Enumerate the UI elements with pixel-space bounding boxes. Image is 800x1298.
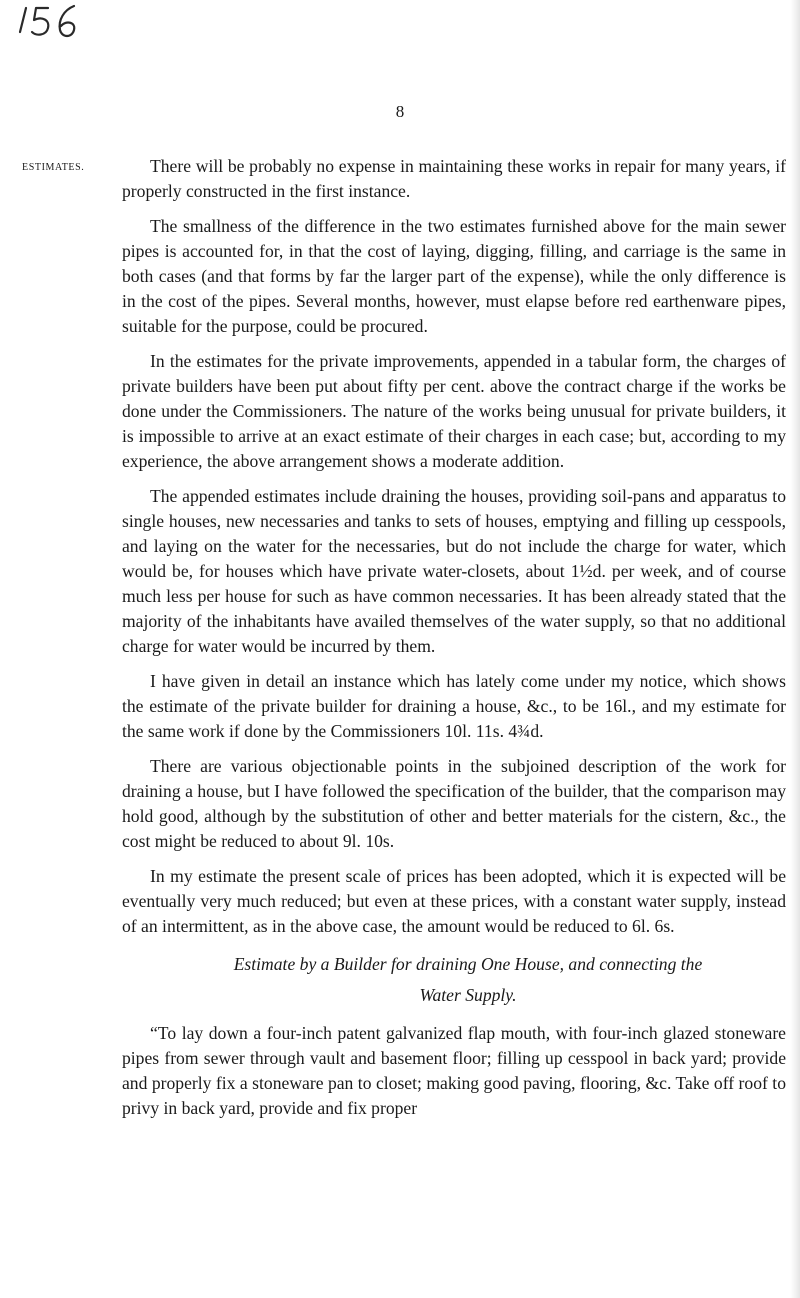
paragraph: The smallness of the difference in the two estimates furnished above for the main sewer pipes is accounted for, in that the cost of laying, digging, filling, and carriage is the same in both cases (and that forms by far the larger part of the expense), while the only difference is in the cost of the pipes. Several months, however, must elapse before red earthenware pipes, suitable for the purpose, could be procured.: [122, 216, 786, 336]
handwritten-page-mark: [14, 2, 94, 46]
section-heading: [122, 949, 786, 1011]
page-edge-shadow: [790, 0, 800, 1298]
quoted-paragraph: “To lay down a four-inch patent galvanized flap mouth, with four-inch glazed stoneware pipes from sewer through vault and basement floor; filling up cesspool in back yard; provide and properly fix a stoneware pan to closet; making good paving, flooring, &c. Take off roof to privy in back yard, provide and fix proper: [122, 1023, 786, 1118]
paragraph: The appended estimates include draining the houses, providing soil-pans and apparatus to single houses, new necessaries and tanks to sets of houses, emptying and filling up cesspools, and laying on the water for the necessaries, but do not include the charge for water, which would be, for houses which have private water-closets, about 1½d. per week, and of course much less per house for such as have common necessaries. It has been already stated that the majority of the inhabitants have availed themselves of the water supply, so that no additional charge for water would be incurred by them.: [122, 486, 786, 656]
page-number: 8: [395, 102, 405, 121]
paragraph: In my estimate the present scale of prices has been adopted, which it is expected will be eventually very much reduced; but even at these prices, with a constant water supply, instead of an intermittent, as in the above case, the amount would be reduced to 6l. 6s.: [122, 866, 786, 936]
section-heading-line: Estimate by a Builder for draining One House, and connecting the: [233, 954, 703, 974]
margin-note: ESTIMATES.: [22, 162, 85, 173]
paragraph: There will be probably no expense in maintaining these works in repair for many years, if properly constructed in the first instance.: [122, 156, 786, 201]
paragraph: I have given in detail an instance which has lately come under my notice, which shows the estimate of the private builder for draining a house, &c., to be 16l., and my estimate for the same work if done by the Commissioners 10l. 11s. 4¾d.: [122, 671, 786, 741]
section-heading-line: Water Supply.: [419, 985, 517, 1005]
paragraph: There are various objectionable points in the subjoined description of the work for draining a house, but I have followed the specification of the builder, that the comparison may hold good, although by the substitution of other and better materials for the cistern, &c., the cost might be reduced to about 9l. 10s.: [122, 756, 786, 851]
body-text: [122, 154, 786, 1131]
paragraph: In the estimates for the private improvements, appended in a tabular form, the charges of private builders have been put about fifty per cent. above the contract charge if the works be done under the Commissioners. The nature of the works being unusual for private builders, it is impossible to arrive at an exact estimate of their charges in each case; but, according to my experience, the above arrangement shows a moderate addition.: [122, 351, 786, 471]
